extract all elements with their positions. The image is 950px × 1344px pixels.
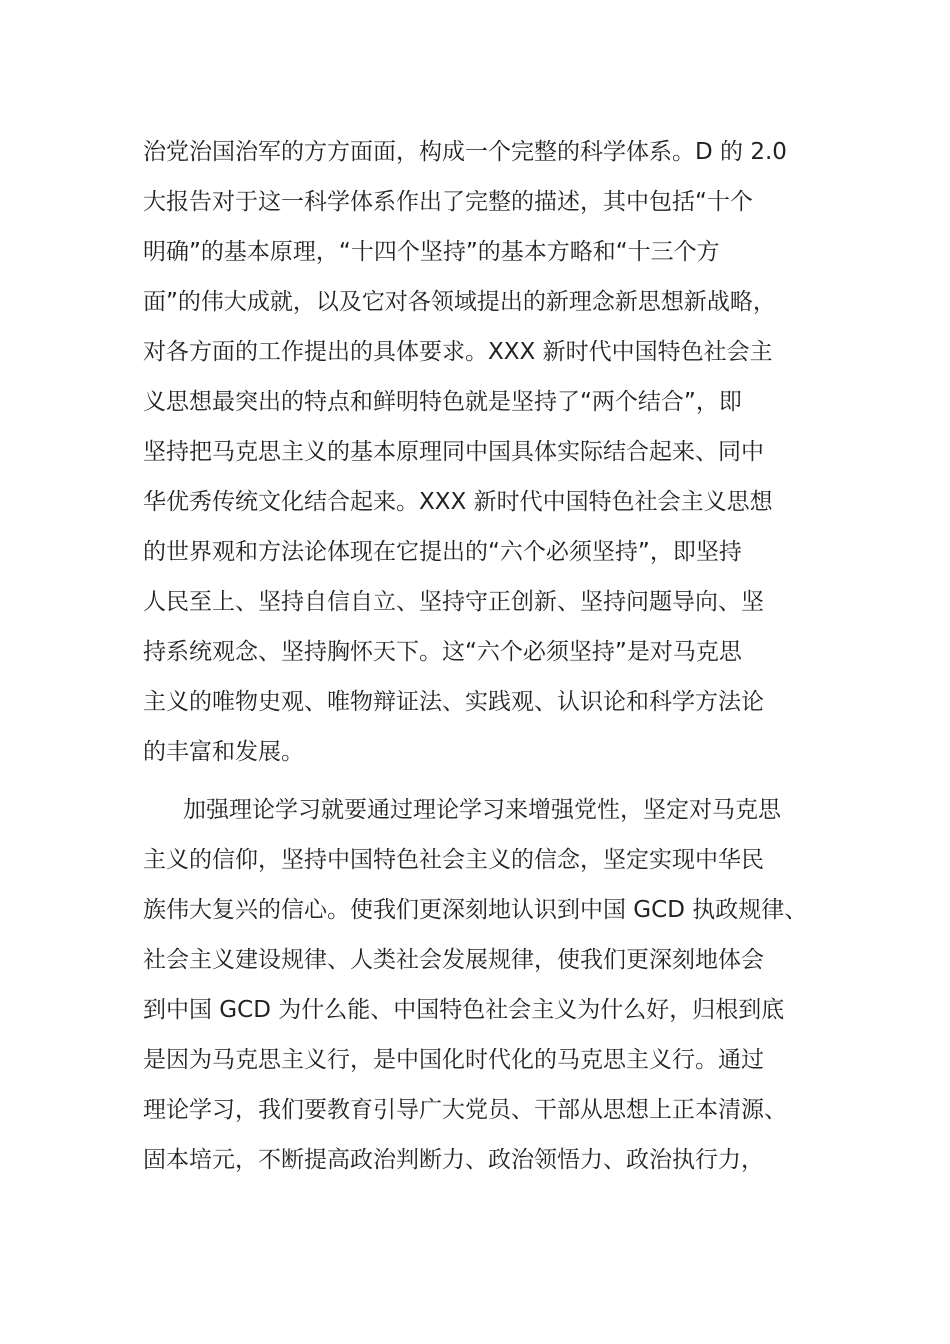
text-line: 主义的唯物史观、唯物辩证法、实践观、认识论和科学方法论 bbox=[143, 689, 764, 715]
text-line: 固本培元，不断提高政治判断力、政治领悟力、政治执行力， bbox=[143, 1147, 764, 1173]
text-line: 对各方面的工作提出的具体要求。XXX 新时代中国特色社会主 bbox=[143, 339, 773, 365]
text-line: 族伟大复兴的信心。使我们更深刻地认识到中国 GCD 执政规律、 bbox=[143, 897, 808, 923]
paragraph-2 bbox=[143, 785, 808, 1185]
text-line: 的丰富和发展。 bbox=[143, 739, 304, 765]
text-line: 明确”的基本原理，“十四个坚持”的基本方略和“十三个方 bbox=[143, 239, 720, 265]
text-line: 大报告对于这一科学体系作出了完整的描述，其中包括“十个 bbox=[143, 189, 753, 215]
text-line: 的世界观和方法论体现在它提出的“六个必须坚持”，即坚持 bbox=[143, 539, 742, 565]
text-line: 坚持把马克思主义的基本原理同中国具体实际结合起来、同中 bbox=[143, 439, 764, 465]
text-line-first-indented: 加强理论学习就要通过理论学习来增强党性，坚定对马克思 bbox=[183, 797, 781, 823]
text-line: 理论学习，我们要教育引导广大党员、干部从思想上正本清源、 bbox=[143, 1097, 787, 1123]
text-line: 治党治国治军的方方面面，构成一个完整的科学体系。D 的 2.0 bbox=[143, 139, 787, 165]
text-line: 华优秀传统文化结合起来。XXX 新时代中国特色社会主义思想 bbox=[143, 489, 773, 515]
paragraph-1 bbox=[143, 127, 808, 777]
text-line: 主义的信仰，坚持中国特色社会主义的信念，坚定实现中华民 bbox=[143, 847, 764, 873]
text-line: 社会主义建设规律、人类社会发展规律，使我们更深刻地体会 bbox=[143, 947, 764, 973]
text-line: 持系统观念、坚持胸怀天下。这“六个必须坚持”是对马克思 bbox=[143, 639, 742, 665]
text-line: 面”的伟大成就，以及它对各领域提出的新理念新思想新战略， bbox=[143, 289, 776, 315]
text-line: 是因为马克思主义行，是中国化时代化的马克思主义行。通过 bbox=[143, 1047, 764, 1073]
text-line: 义思想最突出的特点和鲜明特色就是坚持了“两个结合”，即 bbox=[143, 389, 742, 415]
text-line: 到中国 GCD 为什么能、中国特色社会主义为什么好，归根到底 bbox=[143, 997, 785, 1023]
text-line: 人民至上、坚持自信自立、坚持守正创新、坚持问题导向、坚 bbox=[143, 589, 764, 615]
